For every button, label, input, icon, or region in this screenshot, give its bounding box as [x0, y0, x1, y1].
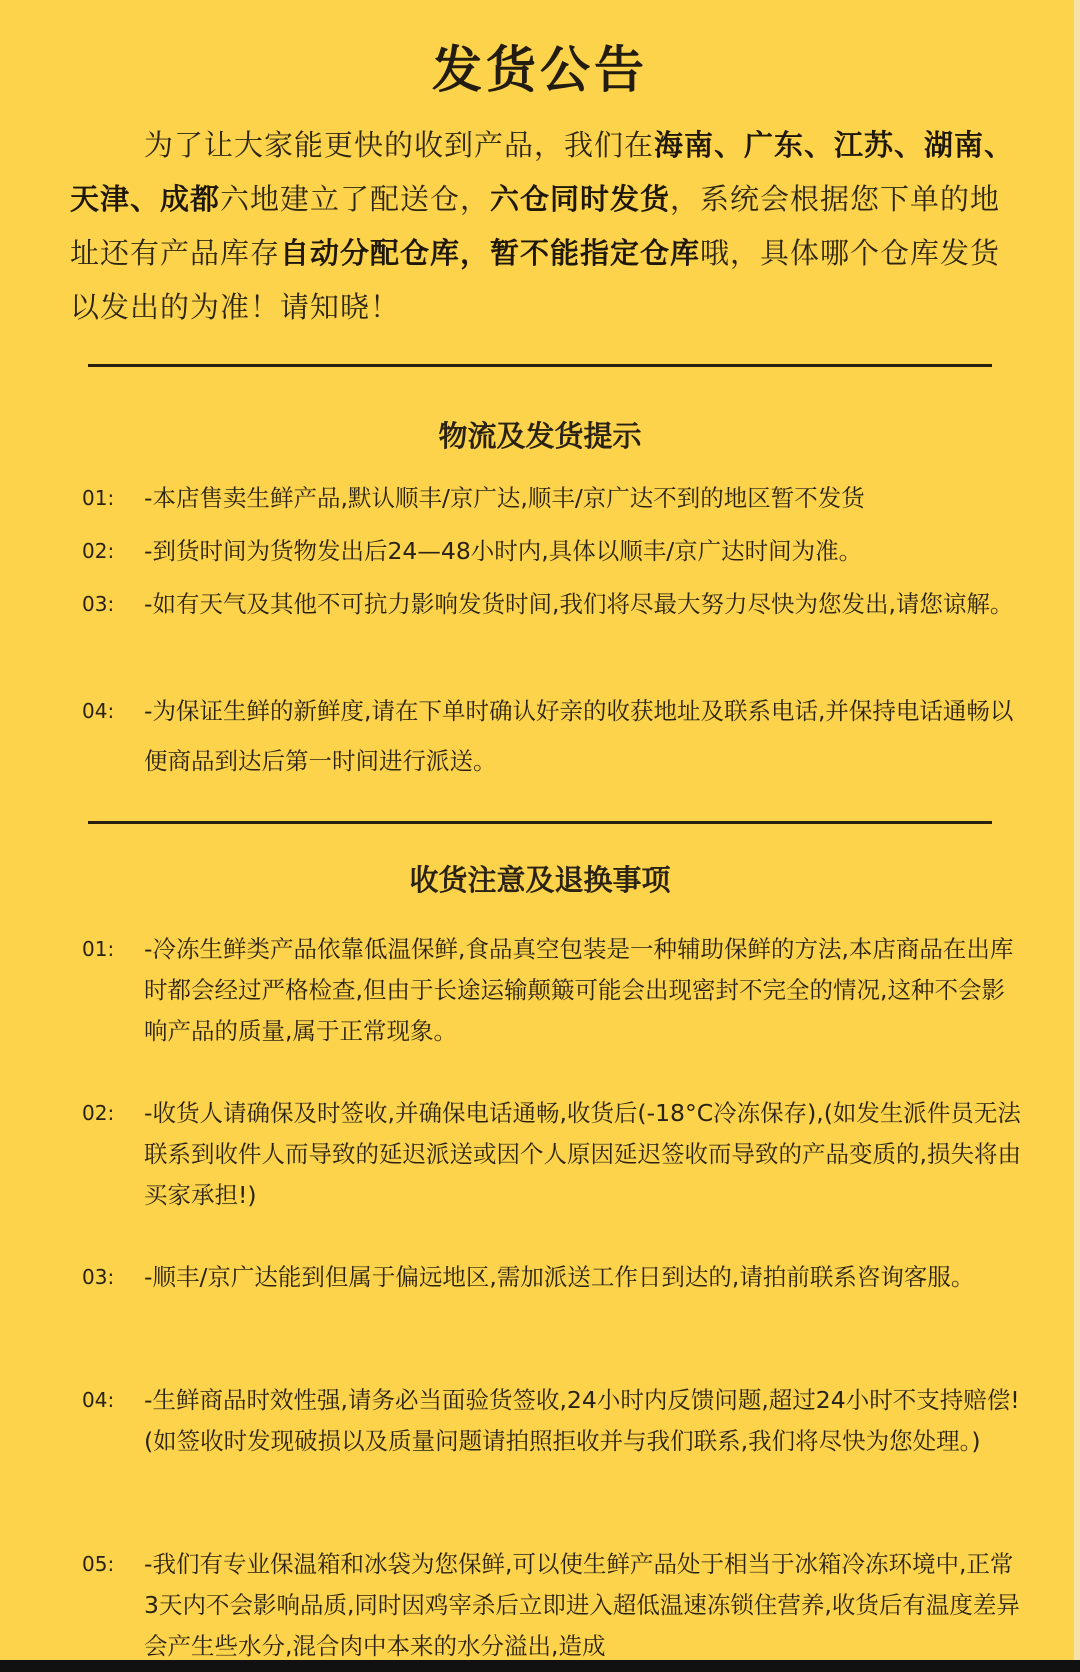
item-number: 04: — [82, 1388, 115, 1412]
item-number: 05: — [82, 1552, 115, 1576]
intro-auto-assign: 自动分配仓库，暂不能指定仓库 — [280, 236, 701, 270]
returns-item — [82, 1544, 1027, 1667]
intro-warehouse-locations: 海南、广东、江苏、湖南、天津、成都 — [70, 128, 1015, 216]
item-number: 01: — [82, 937, 115, 961]
intro-paragraph — [70, 118, 1025, 334]
item-number: 03: — [82, 1265, 115, 1289]
logistics-item — [82, 473, 1027, 523]
intro-text-3: ，系统会根据您下单的地址还有产品库存 — [70, 182, 1001, 270]
item-text: -生鲜商品时效性强,请务必当面验货签收,24小时内反馈问题,超过24小时不支持赔偿!(如签收时发现破损以及质量问题请拍照拒收并与我们联系,我们将尽快为您处理。) — [144, 1386, 1020, 1455]
right-edge-strip — [1074, 0, 1080, 1660]
returns-item — [82, 1380, 1027, 1462]
intro-text-1: 为了让大家能更快的收到产品，我们在 — [144, 128, 655, 162]
item-text: -到货时间为货物发出后24—48小时内,具体以顺丰/京广达时间为准。 — [144, 537, 863, 565]
divider-middle — [88, 821, 992, 824]
item-number: 02: — [82, 539, 115, 563]
item-text: -为保证生鲜的新鲜度,请在下单时确认好亲的收获地址及联系电话,并保持电话通畅以便商品到达后第一时间进行派送。 — [144, 697, 1014, 775]
page-title: 发货公告 — [432, 41, 648, 99]
returns-item — [82, 1257, 1027, 1298]
item-number: 02: — [82, 1101, 115, 1125]
item-number: 04: — [82, 699, 115, 723]
intro-text-2: 六地建立了配送仓， — [220, 182, 491, 216]
logistics-item — [82, 526, 1027, 576]
logistics-item — [82, 686, 1027, 786]
item-number: 01: — [82, 486, 115, 510]
divider-top — [88, 364, 992, 367]
returns-heading: 收货注意及退换事项 — [409, 863, 671, 897]
item-number: 03: — [82, 592, 115, 616]
returns-item — [82, 1093, 1027, 1216]
returns-item — [82, 929, 1027, 1052]
item-text: -本店售卖生鲜产品,默认顺丰/京广达,顺丰/京广达不到的地区暂不发货 — [144, 484, 865, 512]
item-text: -如有天气及其他不可抗力影响发货时间,我们将尽最大努力尽快为您发出,请您谅解。 — [144, 590, 1014, 618]
logistics-heading: 物流及发货提示 — [438, 419, 642, 453]
item-text: -收货人请确保及时签收,并确保电话通畅,收货后(-18°C冷冻保存),(如发生派件员无法联系到收件人而导致的延迟派送或因个人原因延迟签收而导致的产品变质的,损失将由买家承担!) — [144, 1099, 1021, 1209]
logistics-item — [82, 579, 1027, 629]
bottom-bar — [0, 1660, 1080, 1672]
item-text: -冷冻生鲜类产品依靠低温保鲜,食品真空包装是一种辅助保鲜的方法,本店商品在出库时都会经过严格检查,但由于长途运输颠簸可能会出现密封不完全的情况,这种不会影响产品的质量,属于正常现象。 — [144, 935, 1014, 1045]
intro-six-warehouses: 六仓同时发货 — [490, 182, 671, 216]
intro-text-4: 哦，具体哪个仓库发货以发出的为准！请知晓！ — [70, 236, 1001, 324]
item-text: -我们有专业保温箱和冰袋为您保鲜,可以使生鲜产品处于相当于冰箱冷冻环境中,正常3天内不会影响品质,同时因鸡宰杀后立即进入超低温速冻锁住营养,收货后有温度差异会产生些水分,混合肉中本来的水分溢出,造成 — [144, 1550, 1020, 1660]
item-text: -顺丰/京广达能到但属于偏远地区,需加派送工作日到达的,请拍前联系咨询客服。 — [144, 1263, 975, 1291]
